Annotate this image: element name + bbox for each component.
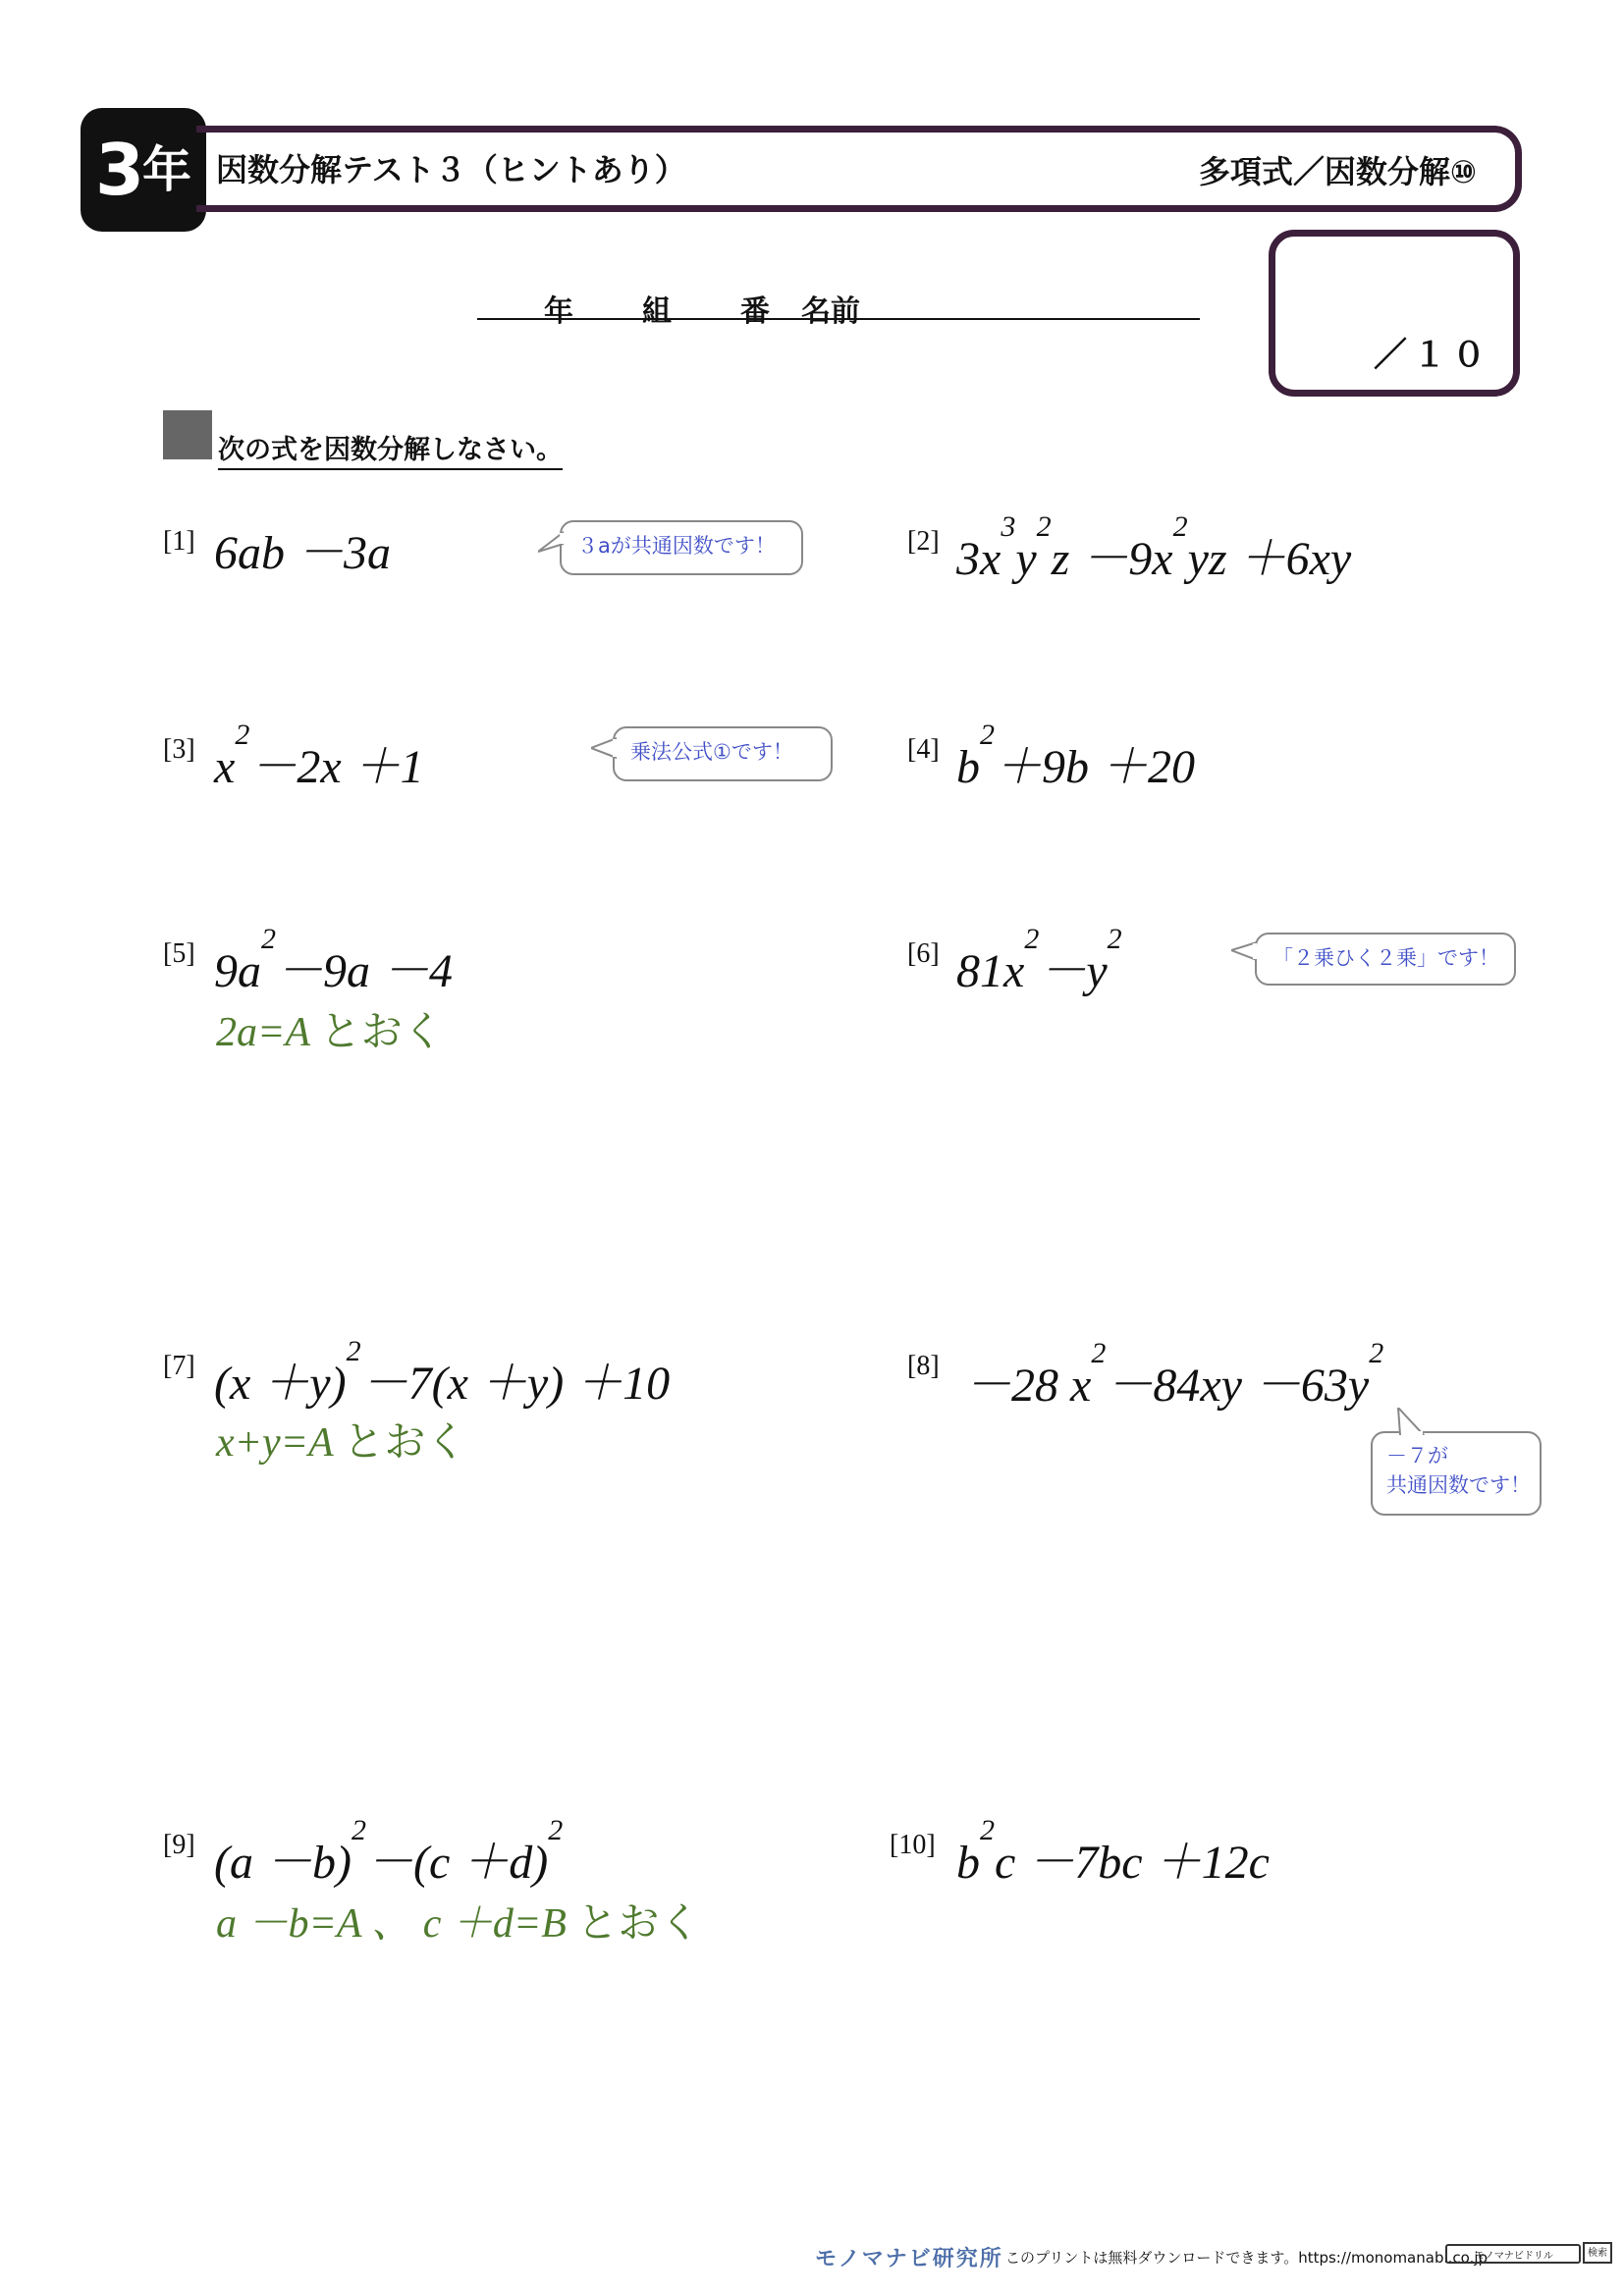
hint-bubble — [1371, 1431, 1542, 1516]
substitution-hint: x+y=A とおく — [216, 1417, 467, 1466]
problem-expression: $81x^2-y^2$ — [956, 923, 1122, 997]
problem-expression: $9a^2-9a -4$ — [214, 923, 454, 997]
search-input[interactable] — [1445, 2244, 1581, 2264]
hint-bubble-text: 「２乗ひく２乗」です！ — [1272, 946, 1499, 970]
hint-bubble-line: －７が — [1386, 1444, 1448, 1468]
search-button[interactable]: 検索 — [1583, 2242, 1612, 2264]
problem-expression: $3x^3y^2z -9x^2yz +6xy$ — [956, 510, 1352, 585]
score-box — [1269, 230, 1520, 397]
problem-number: [5] — [163, 938, 195, 969]
problem-number: [6] — [907, 938, 940, 969]
problem-number: [9] — [163, 1830, 195, 1860]
name-line-class: 組 — [642, 294, 672, 329]
problem-number: [8] — [907, 1351, 940, 1381]
hint-bubble-line: 共通因数です！ — [1386, 1473, 1531, 1497]
grade-number: 3 — [94, 129, 141, 211]
footer-text: このプリントは無料ダウンロードできます。https://monomanabi.co.jp — [1005, 2249, 1489, 2267]
problem-expression: －28 $x^2-84xy -63y^2$ — [964, 1337, 1384, 1412]
problem-number: [10] — [890, 1830, 936, 1860]
score-total: ／１０ — [1374, 336, 1491, 375]
problem-number: [2] — [907, 526, 940, 557]
problem-expression: $x^2-2x +1$ — [214, 719, 424, 793]
name-line — [477, 287, 1200, 329]
search-placeholder: モノマナビドリル — [1475, 2251, 1553, 2262]
problem-expression: 6ab －3a — [214, 527, 392, 579]
instruction-marker — [163, 410, 212, 459]
problem-number: [3] — [163, 734, 195, 765]
substitution-hint: a －b=A 、 c ＋d=B とおく — [216, 1898, 701, 1947]
bubble-tail — [1394, 1408, 1428, 1435]
problem-number: [4] — [907, 734, 940, 765]
problem-number: [1] — [163, 526, 195, 557]
footer-logo: モノマナビ研究所 — [815, 2247, 1003, 2271]
page-subtitle: 多項式／因数分解⑩ — [1198, 153, 1477, 190]
problem-number: [7] — [163, 1351, 195, 1381]
hint-bubble-text: 乗法公式①です！ — [630, 740, 793, 764]
grade-suffix: 年 — [142, 141, 192, 198]
hint-bubble-text: ３aが共通因数です！ — [577, 534, 776, 558]
name-line-year: 年 — [544, 294, 573, 329]
hint-bubble — [560, 520, 803, 575]
grade-badge — [81, 108, 206, 232]
name-line-name: 名前 — [801, 294, 860, 329]
problem-expression: $b^2+9b +20$ — [956, 719, 1196, 793]
bubble-tail — [591, 736, 617, 766]
bubble-tail — [1231, 940, 1257, 970]
problem-expression: $b^2c -7bc +12c$ — [956, 1814, 1270, 1889]
problem-expression: $(a -b)^2-(c +d)^2$ — [214, 1814, 564, 1889]
hint-bubble — [613, 726, 833, 781]
instruction-text: 次の式を因数分解しなさい。 — [218, 428, 563, 470]
problem-expression: $(x +y)^2-7(x +y) +10$ — [214, 1335, 671, 1410]
hint-bubble — [1255, 933, 1516, 986]
bubble-tail — [538, 530, 564, 560]
name-line-number: 番 — [740, 294, 770, 329]
page-title: 因数分解テスト３（ヒントあり） — [216, 151, 686, 188]
substitution-hint: 2a=A とおく — [216, 1007, 444, 1055]
